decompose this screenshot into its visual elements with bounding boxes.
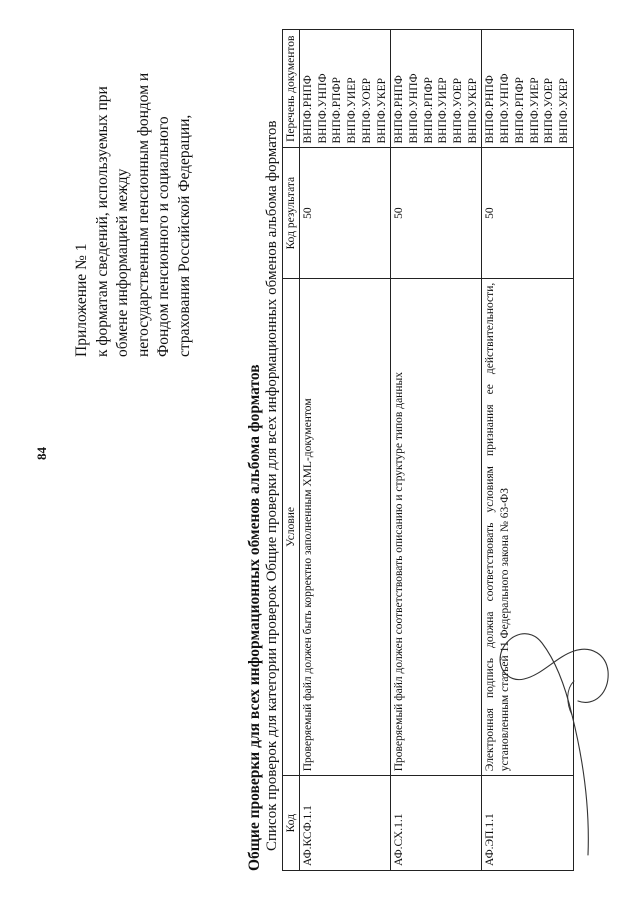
table-header-row	[283, 30, 300, 871]
appendix-line: страхования Российской Федерации,	[175, 114, 193, 357]
check-code: АФ.ЭП.1.1	[482, 776, 573, 871]
document-item: ВНПФ.РНПФ	[484, 75, 497, 144]
document-item: ВНПФ.УКЕР	[557, 78, 570, 144]
section-subheading: Список проверок для категории проверок Общие проверки для всех информационных обменов альбома форматов	[264, 120, 280, 851]
header-condition: Условие	[283, 278, 300, 775]
document-item: ВНПФ.УНПФ	[316, 73, 329, 144]
document-item: ВНПФ.УИЕР	[528, 77, 541, 144]
appendix-line: Фондом пенсионного и социального	[155, 116, 172, 357]
document-list	[391, 30, 482, 148]
document-item: ВНПФ.УИЕР	[346, 77, 359, 144]
document-item: ВНПФ.РНПФ	[393, 75, 406, 144]
document-list	[300, 30, 391, 148]
document-item: ВНПФ.УКЕР	[375, 78, 388, 144]
appendix-header	[72, 0, 195, 357]
document-item: ВНПФ.РПФР	[422, 77, 435, 144]
document-item: ВНПФ.РПФР	[513, 77, 526, 144]
document-item: ВНПФ.УНПФ	[499, 73, 512, 144]
section-heading: Общие проверки для всех информационных обменов альбома форматов	[246, 364, 263, 871]
header-result-code: Код результата	[283, 148, 300, 278]
appendix-line: к форматам сведений, используемых при	[93, 86, 111, 357]
header-code: Код	[283, 776, 300, 871]
document-item: ВНПФ.УИЕР	[437, 77, 450, 144]
check-code: АФ.КСФ.1.1	[300, 776, 391, 871]
document-list	[482, 30, 573, 148]
check-condition: Проверяемый файл должен быть корректно заполненным XML-документом	[300, 278, 391, 775]
document-item: ВНПФ.РНПФ	[302, 75, 314, 144]
appendix-line: негосударственным пенсионным фондом и	[134, 72, 152, 357]
appendix-line: обмене информацией между	[114, 168, 131, 357]
document-item: ВНПФ.УОЕР	[543, 77, 556, 144]
document-item: ВНПФ.УОЕР	[360, 77, 373, 144]
table-row	[391, 30, 482, 871]
table-row	[300, 30, 391, 871]
check-condition: Электронная подпись должна соответствовать условиям признания ее действительности, установленным статьей 11 Федерального закона № 63-ФЗ	[482, 278, 573, 775]
result-code: 50	[391, 148, 482, 278]
check-condition: Проверяемый файл должен соответствовать описанию и структуре типов данных	[391, 278, 482, 775]
header-document-list: Перечень документов	[283, 30, 300, 148]
check-code: АФ.СХ.1.1	[391, 776, 482, 871]
page-number: 84	[34, 447, 49, 460]
result-code: 50	[482, 148, 573, 278]
document-item: ВНПФ.УНПФ	[407, 73, 420, 144]
result-code: 50	[300, 148, 391, 278]
document-item: ВНПФ.УОЕР	[452, 77, 465, 144]
appendix-line: Приложение № 1	[73, 243, 90, 357]
document-item: ВНПФ.РПФР	[331, 77, 344, 144]
document-item: ВНПФ.УКЕР	[466, 78, 479, 144]
handwritten-signature	[470, 605, 620, 865]
